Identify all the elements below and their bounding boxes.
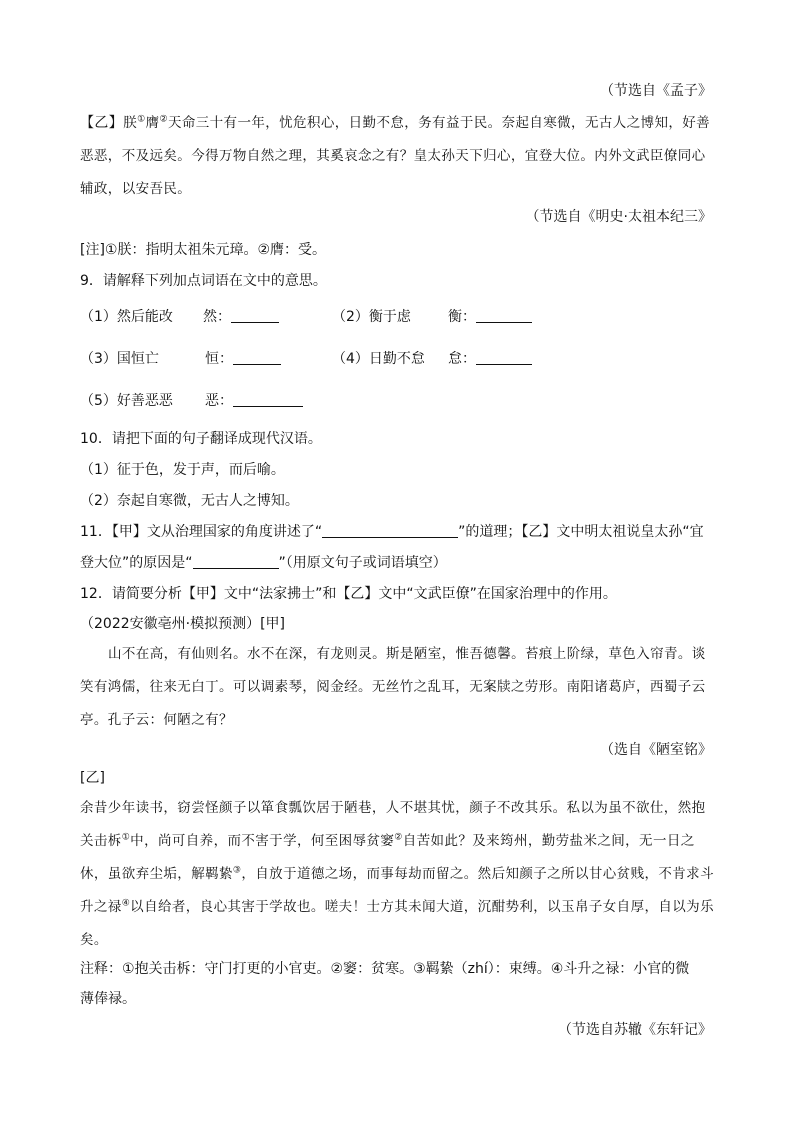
yi-note: [注]①朕：指明太祖朱元璋。②膺：受。 [80,242,327,258]
q9-item-5 [80,390,173,410]
dongxuanji-line-5: 矣。 [80,932,108,948]
q9-answer-4[interactable] [448,348,532,368]
loushiming-line-1: 山不在高，有仙则名。水不在深，有龙则灵。斯是陋室，惟吾德馨。苔痕上阶绿，草色入帘青。谈 [108,646,706,662]
yi-text: 朕 [123,115,138,131]
q10-sentence-1: （1）征于色，发于声，而后喻。 [80,462,285,478]
q9-item-label: （2）衡于虑 [332,309,411,325]
dongxuanji-line-2 [80,828,695,854]
yi2-text: 升之禄 [80,899,122,915]
yi-marker: 【乙】 [80,115,124,131]
q9-word: 恶： [205,393,233,409]
q9-item-3 [80,348,159,368]
q9-item-label: （5）好善恶恶 [80,393,173,409]
yi2-text: 中，尚可自养，而不害于学，何至困辱贫窭 [130,833,395,849]
yi-text: 天命三十有一年，忧危积心，日勤不怠，务有益于民。奈起自寒微，无古人之博知，好善 [167,115,711,131]
q11-text: 11．【甲】文从治理国家的角度讲述了“ [80,524,323,540]
footnote-marker: ② [159,114,168,125]
q11-blank-2[interactable] [193,554,279,569]
q9-item-2 [332,306,411,326]
question-9-title: 9．请解释下列加点词语在文中的意思。 [80,273,327,289]
question-11-line-2 [80,552,447,572]
yi-passage-line-1 [80,110,710,136]
q9-word: 恒： [205,351,233,367]
q9-word: 怠： [448,351,476,367]
question-11-line-1 [80,521,704,541]
yi-source: （节选自《明史·太祖本纪三》 [525,209,712,225]
dongxuanji-line-1: 余昔少年读书，窃尝怪颜子以箪食瓢饮居于陋巷，人不堪其忧，颜子不改其乐。私以为虽不欲仕，然抱 [80,800,706,816]
q9-item-label: （4）日勤不怠 [332,351,425,367]
set2-note-line-1: 注释：①抱关击柝：守门打更的小官吏。②窭：贫寒。③羁絷（zhí）：束缚。④斗升之禄：小官的微 [80,961,690,977]
yi2-text: 休，虽欲弃尘垢，解羁絷 [80,866,233,882]
yi2-text: ，自放于道德之场，而事每劫而留之。然后知颜子之所以甘心贫贱，不肯求斗 [241,866,714,882]
question-12: 12．请简要分析【甲】文中“法家拂士”和【乙】文中“文武臣僚”在国家治理中的作用。 [80,586,617,602]
loushiming-source: （选自《陋室铭》 [600,742,712,758]
yi-text: 膺 [145,115,160,131]
answer-blank[interactable] [233,392,303,407]
footnote-marker: ④ [121,898,131,909]
jia-source: （节选自《孟子》 [600,83,712,99]
q9-answer-5[interactable] [205,390,303,410]
question-10-title: 10．请把下面的句子翻译成现代汉语。 [80,431,322,447]
set2-header: （2022安徽亳州·模拟预测）[甲] [80,616,286,632]
q11-text: 登大位”的原因是“ [80,555,193,571]
yi-passage-line-2: 恶恶，不及远矣。今得万物自然之理，其奚哀念之有？皇太孙天下归心，宜登大位。内外文武臣僚同心 [80,148,706,164]
q9-word: 然： [203,309,231,325]
yi2-text: 自苦如此？及来筠州，勤劳盐米之间，无一日之 [402,833,695,849]
set2-yi-marker: [乙] [80,770,105,786]
answer-blank[interactable] [476,350,532,365]
answer-blank[interactable] [231,308,279,323]
q9-answer-3[interactable] [205,348,281,368]
answer-blank[interactable] [476,308,532,323]
q9-answer-1[interactable] [203,306,279,326]
loushiming-line-3: 亭。孔子云：何陋之有？ [80,712,233,728]
yi-passage-line-3: 辅政，以安吾民。 [80,181,192,197]
q9-word: 衡： [448,309,476,325]
dongxuanji-line-3 [80,861,714,887]
dongxuanji-line-4 [80,894,714,920]
q10-sentence-2: （2）奈起自寒微，无古人之博知。 [80,493,299,509]
yi2-text: 以自给者，良心其害于学故也。嗟夫！士方其未闻大道，沉酣势利，以玉帛子女自厚，自以为乐 [130,899,714,915]
q11-text: ”（用原文句子或词语填空） [278,555,447,571]
footnote-marker: ③ [232,865,242,876]
q9-item-label: （3）国恒亡 [80,351,159,367]
dongxuanji-source: （节选自苏辙《东轩记》 [558,1022,712,1038]
set2-note-line-2: 薄俸禄。 [80,991,136,1007]
q11-text: ”的道理；【乙】文中明太祖说皇太孙“宜 [458,524,704,540]
footnote-marker: ② [394,832,403,843]
footnote-marker: ① [121,832,131,843]
q11-blank-1[interactable] [322,523,458,538]
q9-item-1 [80,306,173,326]
q9-item-label: （1）然后能改 [80,309,173,325]
answer-blank[interactable] [233,350,281,365]
yi2-text: 关击柝 [80,833,122,849]
q9-item-4 [332,348,425,368]
q9-answer-2[interactable] [448,306,532,326]
loushiming-line-2: 笑有鸿儒，往来无白丁。可以调素琴，阅金经。无丝竹之乱耳，无案牍之劳形。南阳诸葛庐，西蜀子云 [80,679,706,695]
footnote-marker: ① [137,114,146,125]
